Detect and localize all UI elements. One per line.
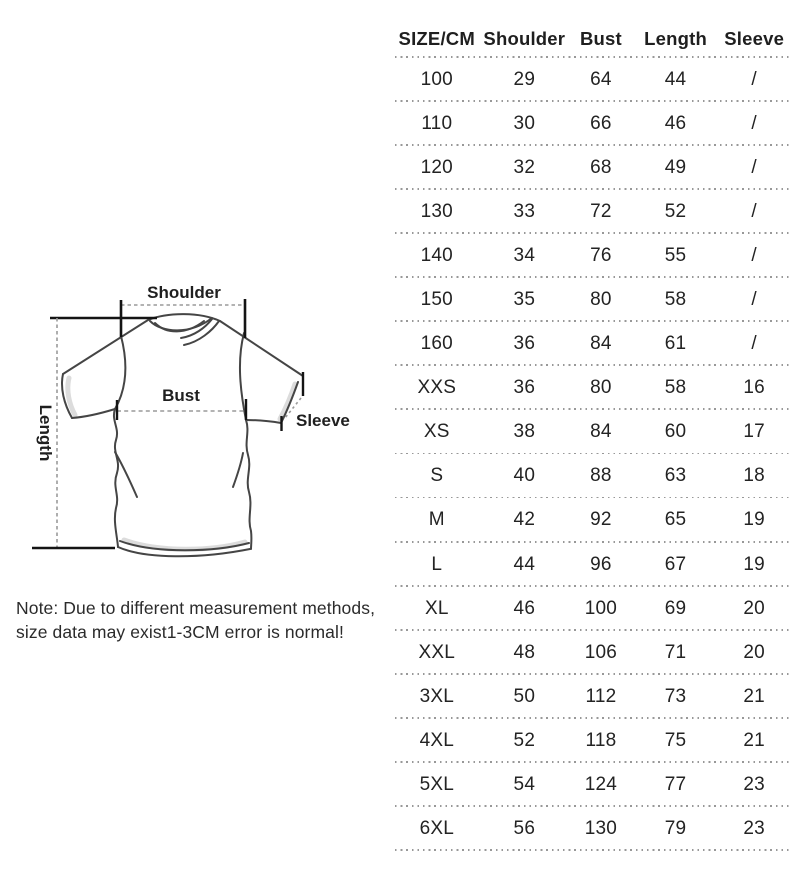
measurement-lines — [32, 299, 303, 548]
shoulder-label: Shoulder — [147, 283, 221, 302]
table-cell: 76 — [590, 244, 612, 266]
table-cell: 20 — [743, 641, 765, 663]
table-cell: / — [751, 200, 757, 222]
size-table-header-cell: Length — [644, 27, 707, 49]
measurement-note-line1: Note: Due to different measurement methods, — [16, 598, 376, 618]
size-table-header-cell: Bust — [579, 27, 622, 49]
table-cell: 106 — [584, 641, 618, 663]
table-cell: XL — [424, 597, 449, 619]
table-cell: 110 — [421, 112, 453, 134]
table-cell: XS — [423, 421, 450, 443]
table-cell: 46 — [513, 597, 536, 619]
table-row — [393, 410, 791, 454]
table-row — [393, 58, 791, 102]
table-cell: 44 — [664, 68, 687, 90]
measurement-note-line2: size data may exist1-3CM error is normal! — [16, 622, 344, 642]
table-cell: 58 — [664, 289, 687, 311]
table-cell: 130 — [420, 200, 453, 222]
table-cell: 19 — [743, 553, 765, 575]
table-cell: 50 — [513, 685, 536, 707]
table-cell: 96 — [590, 553, 612, 575]
table-cell: 56 — [513, 818, 536, 840]
table-cell: 66 — [590, 112, 612, 134]
table-cell: XXL — [418, 641, 456, 663]
table-cell: 18 — [743, 465, 765, 487]
table-cell: 48 — [513, 641, 536, 663]
size-table-header-cell: Sleeve — [724, 27, 785, 49]
measurement-note — [16, 596, 386, 644]
table-cell: S — [430, 465, 444, 487]
table-cell: / — [751, 156, 757, 178]
table-cell: 84 — [590, 421, 612, 443]
table-cell: 100 — [584, 597, 618, 619]
table-cell: 40 — [513, 465, 536, 487]
table-cell: 20 — [743, 597, 765, 619]
table-cell: 140 — [420, 244, 453, 266]
table-row — [393, 719, 791, 763]
table-cell: 72 — [590, 200, 612, 222]
table-cell: 52 — [513, 729, 536, 751]
table-cell: 44 — [513, 553, 536, 575]
table-cell: 19 — [743, 509, 765, 531]
table-row — [393, 234, 791, 278]
table-row — [393, 498, 791, 542]
table-cell: 36 — [513, 333, 536, 355]
bust-label: Bust — [162, 386, 200, 405]
table-row — [393, 146, 791, 190]
table-row — [393, 763, 791, 807]
table-row — [393, 631, 791, 675]
table-cell: 46 — [664, 112, 687, 134]
table-cell: 61 — [664, 333, 687, 355]
table-cell: 55 — [664, 244, 687, 266]
table-cell: 88 — [590, 465, 612, 487]
length-label: Length — [36, 404, 55, 462]
table-cell: 150 — [420, 289, 453, 311]
table-row — [393, 675, 791, 719]
table-cell: 4XL — [419, 729, 454, 751]
table-cell: 42 — [513, 509, 536, 531]
table-cell: 65 — [664, 509, 687, 531]
table-cell: 3XL — [419, 685, 454, 707]
size-table-header-cell: Shoulder — [483, 27, 566, 49]
table-cell: / — [751, 68, 757, 90]
table-cell: 23 — [743, 818, 765, 840]
table-cell: 17 — [743, 421, 765, 443]
table-cell: 71 — [664, 641, 687, 663]
table-cell: 60 — [664, 421, 687, 443]
table-cell: 58 — [664, 377, 687, 399]
table-cell: / — [751, 289, 757, 311]
table-cell: / — [751, 244, 757, 266]
table-row — [393, 543, 791, 587]
table-cell: 16 — [743, 377, 765, 399]
table-row — [393, 190, 791, 234]
table-cell: 38 — [513, 421, 536, 443]
table-cell: 80 — [590, 289, 612, 311]
table-row — [393, 366, 791, 410]
table-cell: 112 — [585, 685, 617, 707]
table-row — [393, 278, 791, 322]
table-cell: 124 — [584, 774, 618, 796]
table-cell: 68 — [590, 156, 612, 178]
size-table-header-cell: SIZE/CM — [398, 27, 475, 49]
table-cell: 54 — [513, 774, 536, 796]
table-cell: 84 — [590, 333, 612, 355]
tshirt-measurement-diagram — [0, 268, 380, 580]
table-cell: 21 — [743, 685, 765, 707]
table-cell: 67 — [664, 553, 687, 575]
table-cell: 130 — [584, 818, 618, 840]
table-cell: 34 — [513, 244, 536, 266]
table-cell: 30 — [513, 112, 536, 134]
table-cell: 79 — [664, 818, 687, 840]
table-cell: 69 — [664, 597, 687, 619]
table-cell: 118 — [585, 729, 617, 751]
size-table — [393, 20, 791, 851]
tshirt-diagram-svg — [0, 268, 380, 580]
table-row — [393, 322, 791, 366]
table-cell: 63 — [664, 465, 687, 487]
table-cell: 64 — [590, 68, 612, 90]
table-cell: 75 — [664, 729, 687, 751]
table-cell: 5XL — [419, 774, 454, 796]
table-cell: 32 — [513, 156, 536, 178]
table-row — [393, 454, 791, 498]
table-cell: 6XL — [419, 818, 454, 840]
sleeve-label: Sleeve — [296, 411, 350, 430]
table-row — [393, 102, 791, 146]
table-cell: 80 — [590, 377, 612, 399]
table-cell: 160 — [420, 333, 453, 355]
table-cell: 23 — [743, 774, 765, 796]
table-cell: 100 — [420, 68, 453, 90]
table-cell: 92 — [590, 509, 612, 531]
table-row — [393, 587, 791, 631]
size-table-body — [393, 58, 791, 852]
table-cell: 73 — [664, 685, 687, 707]
table-cell: 35 — [513, 289, 536, 311]
table-cell: M — [428, 509, 445, 531]
table-row — [393, 807, 791, 851]
table-cell: 29 — [513, 68, 536, 90]
table-cell: 77 — [664, 774, 687, 796]
size-table-header-row — [393, 20, 791, 58]
table-cell: / — [751, 112, 757, 134]
table-cell: 49 — [664, 156, 687, 178]
table-cell: XXS — [417, 377, 457, 399]
table-cell: 52 — [664, 200, 687, 222]
table-cell: 120 — [420, 156, 453, 178]
table-cell: 33 — [513, 200, 536, 222]
table-cell: L — [431, 553, 443, 575]
table-cell: / — [751, 333, 757, 355]
table-cell: 36 — [513, 377, 536, 399]
table-cell: 21 — [743, 729, 765, 751]
tshirt-outline — [62, 314, 303, 556]
